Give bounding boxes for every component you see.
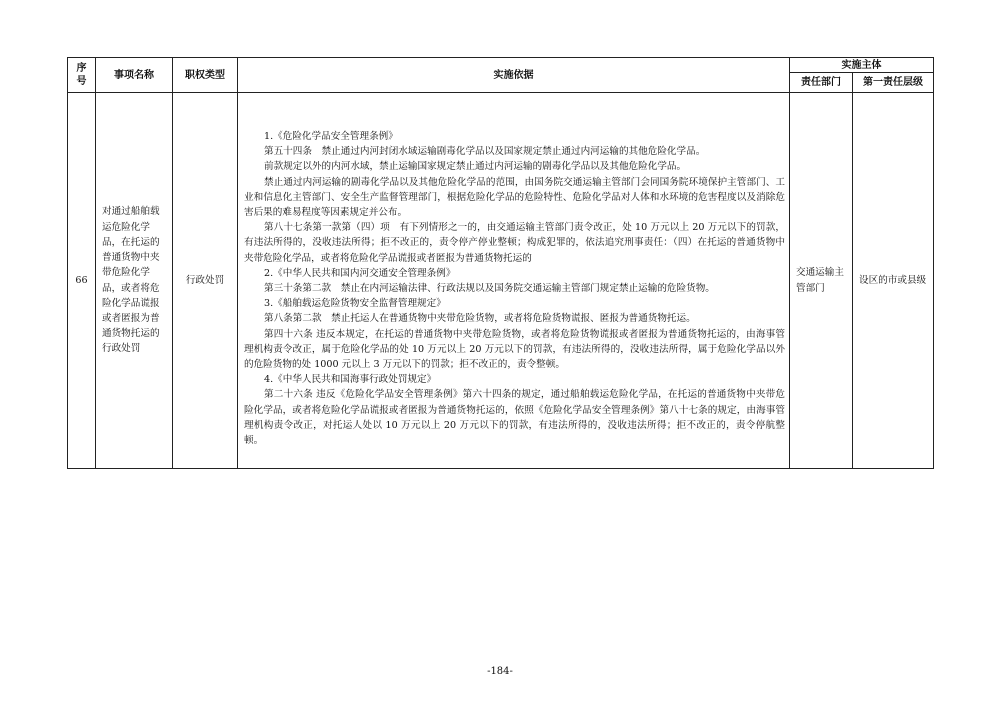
- basis-line: 第五十四条 禁止通过内河封闭水域运输剧毒化学品以及国家规定禁止通过内河运输的其他危险化学品。: [264, 146, 706, 158]
- basis-line: 2.《中华人民共和国内河交通安全管理条例》: [264, 267, 456, 279]
- header-level: 第一责任层级: [853, 73, 934, 93]
- basis-line: 4.《中华人民共和国海事行政处罚规定》: [264, 374, 437, 386]
- basis-line: 3.《船舶载运危险货物安全监督管理规定》: [264, 298, 446, 310]
- basis-line: 1.《危险化学品安全管理条例》: [264, 131, 398, 142]
- cell-basis: [238, 93, 790, 469]
- cell-no: 66: [68, 93, 96, 469]
- header-type: 职权类型: [173, 58, 238, 93]
- header-subject-group: 实施主体: [790, 58, 934, 73]
- cell-type: 行政处罚: [173, 93, 238, 469]
- header-name: 事项名称: [96, 58, 173, 93]
- header-basis: 实施依据: [238, 58, 790, 93]
- basis-line: 禁止通过内河运输的剧毒化学品以及其他危险化学品的范围，由国务院交通运输主管部门会同国务院环境保护主管部门、工业和信息化主管部门、安全生产监督管理部门，根据危险化学品的危险特性、危险化学品对人体和水环境的危害程度以及消除危害后果的难易程度等因素规定并公布。: [244, 176, 785, 219]
- basis-line: 第三十条第二款 禁止在内河运输法律、行政法规以及国务院交通运输主管部门规定禁止运输的危险货物。: [264, 283, 715, 295]
- cell-name: 对通过船舶载运危险化学品，在托运的普通货物中夹带危险化学品，或者将危险化学品谎报或者匿报为普通货物托运的行政处罚: [96, 93, 173, 469]
- cell-level: 设区的市或县级: [853, 93, 934, 469]
- page-number: -184-: [487, 666, 513, 677]
- header-no-label: 序号: [76, 63, 87, 87]
- basis-line: 第四十六条 违反本规定，在托运的普通货物中夹带危险货物，或者将危险货物谎报或者匿报为普通货物托运的，由海事管理机构责令改正，属于危险化学品的处 10 万元以上 20 万元以下的罚款，有违法所得的，没收违法所得，属于危险化学品以外的危险货物的处 1000 元以上 3 万元以下的罚款；拒不改正的，责令整顿。: [244, 328, 785, 371]
- table-row: [68, 93, 934, 469]
- header-no: [68, 58, 96, 93]
- basis-line: 第八十七条第一款第（四）项 有下列情形之一的，由交通运输主管部门责令改正，处 10 万元以上 20 万元以下的罚款，有违法所得的，没收违法所得；拒不改正的，责令停产停业整顿；构成犯罪的，依法追究刑事责任：（四）在托运的普通货物中夹带危险化学品，或者将危险化学品谎报或者匿报为普通货物托运的: [244, 222, 785, 264]
- basis-line: 第八条第二款 禁止托运人在普通货物中夹带危险货物，或者将危险货物谎报、匿报为普通货物托运。: [264, 313, 696, 325]
- cell-dept: 交通运输主管部门: [790, 93, 853, 469]
- header-dept: 责任部门: [790, 73, 853, 93]
- basis-line: 第二十六条 违反《危险化学品安全管理条例》第六十四条的规定，通过船舶载运危险化学品，在托运的普通货物中夹带危险化学品，或者将危险化学品谎报或者匿报为普通货物托运的，依照《危险化学品安全管理条例》第八十七条的规定，由海事管理机构责令改正，对托运人处以 10 万元以上 20 万元以下的罚款，有违法所得的，没收违法所得；拒不改正的，责令停航整顿。: [244, 389, 785, 447]
- authority-table: [67, 57, 934, 469]
- basis-line: 前款规定以外的内河水域，禁止运输国家规定禁止通过内河运输的剧毒化学品以及其他危险化学品。: [264, 161, 687, 173]
